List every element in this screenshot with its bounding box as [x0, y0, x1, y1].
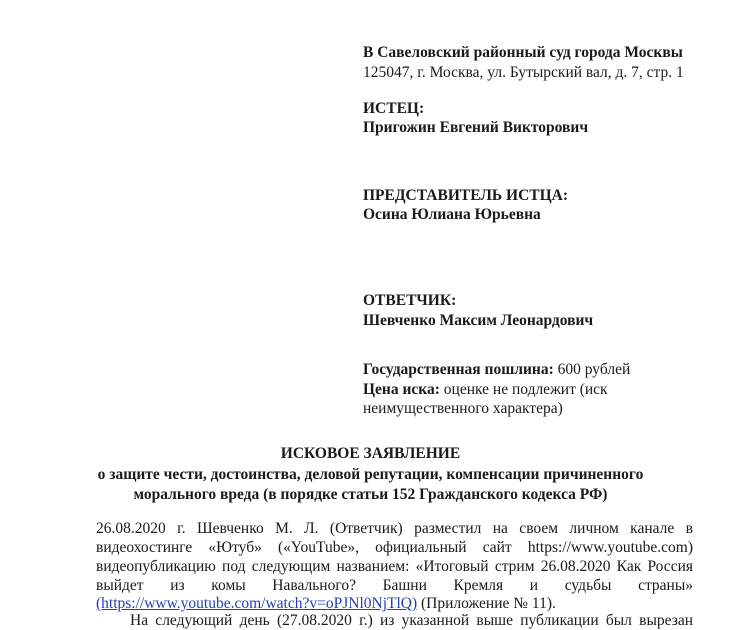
body-line: выйдет из комы Навального? Башни Кремля и судьбы страны»	[96, 577, 693, 594]
defendant-name: Шевченко Максим Леонардович	[363, 312, 594, 329]
claim-title: ИСКОВОЕ ЗАЯВЛЕНИЕ	[280, 445, 461, 462]
claim-price-continued: неимущественного характера)	[363, 400, 563, 417]
appendix-ref: (Приложение № 11).	[417, 595, 556, 612]
plaintiff-name: Пригожин Евгений Викторович	[363, 119, 589, 136]
claim-subtitle-line1: о защите чести, достоинства, деловой репутации, компенсации причиненного	[97, 466, 644, 483]
state-duty-value: 600 рублей	[557, 361, 631, 378]
court-address: 125047, г. Москва, ул. Бутырский вал, д. 7, стр. 1	[363, 64, 684, 81]
body-line: видеопубликацию под следующим названием: «Итоговый стрим 26.08.2020 Как Россия	[96, 558, 693, 575]
state-duty-label: Государственная пошлина:	[363, 361, 554, 378]
claim-subtitle-line2: морального вреда (в порядке статьи 152 Гражданского кодекса РФ)	[133, 486, 608, 503]
plaintiff-heading: ИСТЕЦ:	[363, 100, 425, 117]
state-duty	[363, 361, 630, 379]
body-line	[96, 595, 556, 613]
representative-name: Осина Юлиана Юрьевна	[363, 206, 541, 223]
claim-price	[363, 381, 608, 399]
body-line: видеохостинге «Ютуб» («YouTube», официальный сайт https://www.youtube.com)	[96, 539, 693, 556]
body-line: 26.08.2020 г. Шевченко М. Л. (Ответчик) разместил на своем личном канале в	[96, 520, 693, 537]
claim-price-label: Цена иска:	[363, 381, 440, 398]
defendant-heading: ОТВЕТЧИК:	[363, 292, 457, 309]
claim-price-value: оценке не подлежит (иск	[443, 381, 608, 398]
representative-heading: ПРЕДСТАВИТЕЛЬ ИСТЦА:	[363, 187, 569, 204]
youtube-link[interactable]: (https://www.youtube.com/watch?v=oPJNl0NjTlQ)	[96, 595, 418, 612]
body-line: На следующий день (27.08.2020 г.) из указанной выше публикации был вырезан	[130, 612, 693, 629]
court-name: В Савеловский районный суд города Москвы	[363, 44, 683, 61]
